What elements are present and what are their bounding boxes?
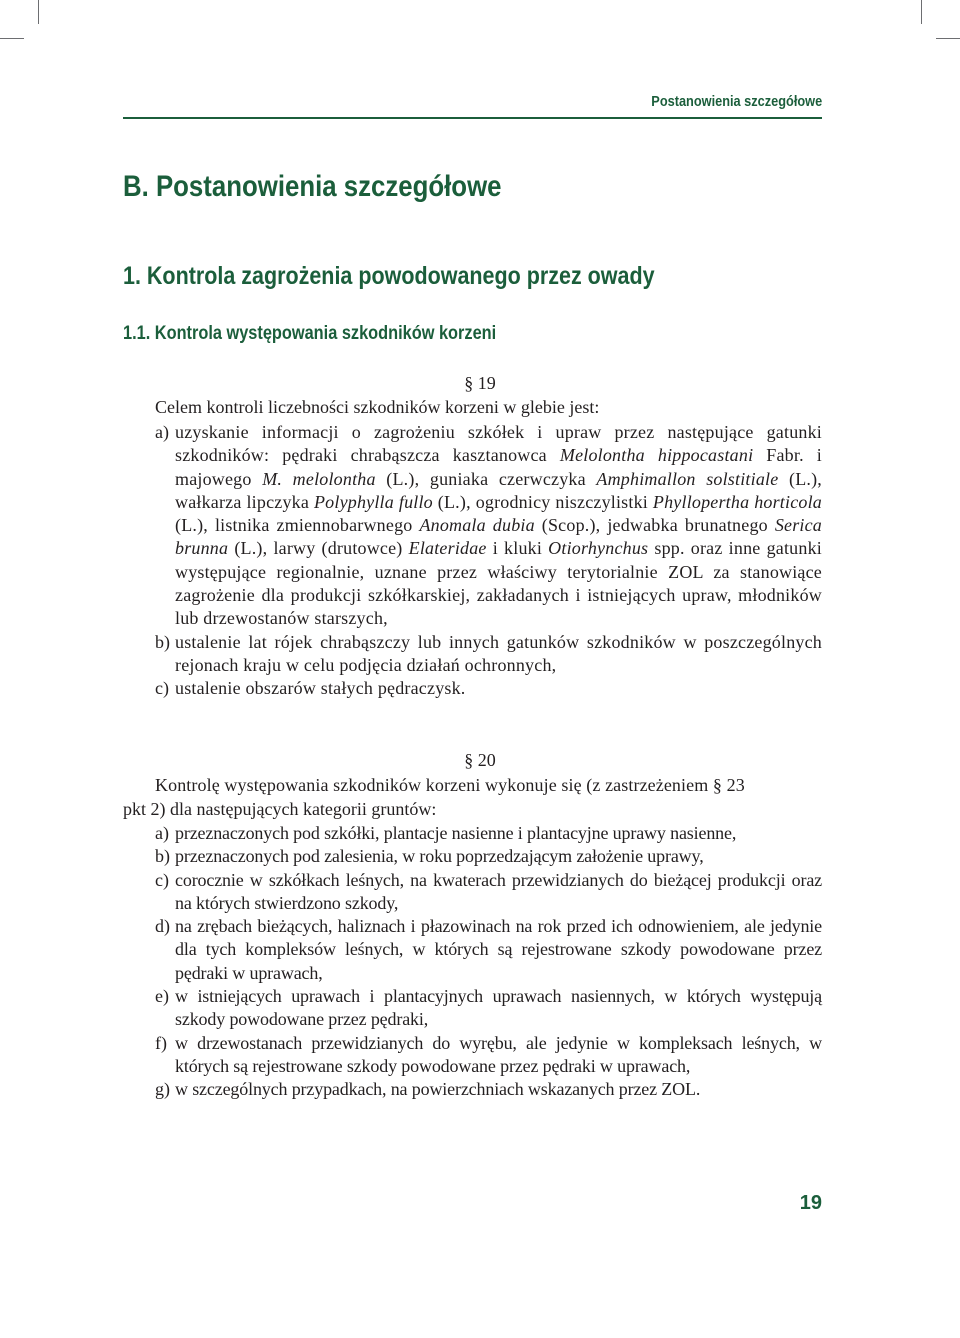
item-text: uzyskanie informacji o zagrożeniu szkółek i upraw przez następujące gatunki szkodników: pędraki chrabąszcza kasztanowca Melolontha hippocastani Fabr. i majowego M. melolontha (L.), guniaka czerwczyka Amphimallon solstitiale (L.), wałkarza lipczyka Polyphylla fullo (L.), ogrodnicy niszczylistki Phyllopertha horticola (L.), listnika zmiennobarwnego Anomala dubia (Scop.), jedwabka brunatnego Serica brunna (L.), larwy (drutowce) Elateridae i kluki Otiorhynchus spp. oraz inne gatunki występujące regionalnie, uznane przez właściwy terytorialnie ZOL za stanowiące zagrożenie dla produkcji szkółkarskiej, zakładanych i istniejących upraw, młodników lub drzewostanów starszych,: [175, 422, 823, 629]
list-item: [155, 915, 822, 985]
item-label: c): [155, 678, 169, 699]
crop-mark-top-left-vertical: [38, 0, 39, 24]
item-label: a): [155, 823, 169, 843]
item-label: b): [155, 846, 170, 867]
item-label: a): [155, 422, 169, 442]
list-item: [155, 869, 822, 916]
heading-1: 1. Kontrola zagrożenia powodowanego przez owady: [123, 262, 655, 290]
list-item: [155, 677, 822, 700]
item-text: ustalenie obszarów stałych pędraczysk.: [175, 678, 466, 699]
item-text: na zrębach bieżących, haliznach i płazowinach na rok przed ich odnowieniem, ale jedynie dla tych kompleksów leśnych, w których są rejestrowane szkody powodowane przez pędraki w uprawach,: [175, 916, 822, 983]
list-item: [155, 845, 822, 868]
item-label: c): [155, 869, 169, 890]
list-item: [155, 985, 822, 1032]
heading-b: B. Postanowienia szczegółowe: [123, 170, 502, 203]
item-label: f): [155, 1032, 167, 1053]
item-label: b): [155, 631, 170, 652]
section-20-intro-line2: pkt 2) dla następujących kategorii gruntów:: [123, 799, 437, 819]
list-item: [155, 1032, 822, 1079]
page-number: 19: [799, 1192, 822, 1214]
item-text: w drzewostanach przewidzianych do wyrębu, ale jedynie w kompleksach leśnych, w których są rejestrowane szkody powodowane przez pędraki w uprawach,: [175, 1032, 822, 1076]
heading-1-1: 1.1. Kontrola występowania szkodników korzeni: [123, 323, 497, 344]
item-text: w szczególnych przypadkach, na powierzchniach wskazanych przez ZOL.: [175, 1079, 701, 1100]
section-20-list: [155, 822, 822, 1102]
section-19-mark: § 19: [464, 373, 496, 393]
item-text: ustalenie lat rójek chrabąszczy lub innych gatunków szkodników w poszczególnych rejonach kraju w celu podjęcia działań ochronnych,: [175, 631, 822, 675]
list-item: [155, 421, 822, 631]
item-label: e): [155, 986, 169, 1007]
list-item: [155, 1078, 822, 1101]
section-20-intro-line1: Kontrolę występowania szkodników korzeni wykonuje się (z zastrzeżeniem § 23: [155, 775, 745, 795]
running-header: Postanowienia szczegółowe: [651, 94, 822, 110]
section-20-mark: § 20: [464, 750, 496, 770]
header-rule: [123, 117, 822, 119]
item-text: przeznaczonych pod zalesienia, w roku poprzedzającym założenie uprawy,: [175, 846, 704, 867]
section-19-intro: Celem kontroli liczebności szkodników korzeni w glebie jest:: [155, 397, 600, 417]
item-text: corocznie w szkółkach leśnych, na kwaterach przewidzianych do bieżącej produkcji oraz na których stwierdzono szkody,: [175, 869, 822, 913]
section-19-list: [155, 421, 822, 701]
list-item: [155, 822, 822, 845]
crop-mark-top-right-vertical: [921, 0, 922, 24]
item-label: g): [155, 1079, 170, 1100]
item-text: przeznaczonych pod szkółki, plantacje nasienne i plantacyjne uprawy nasienne,: [175, 823, 737, 843]
item-label: d): [155, 916, 170, 937]
crop-mark-top-left-horizontal: [0, 38, 24, 39]
item-text: w istniejących uprawach i plantacyjnych uprawach nasiennych, w których występują szkody powodowane przez pędraki,: [175, 986, 822, 1030]
crop-mark-top-right-horizontal: [936, 38, 960, 39]
list-item: [155, 631, 822, 678]
